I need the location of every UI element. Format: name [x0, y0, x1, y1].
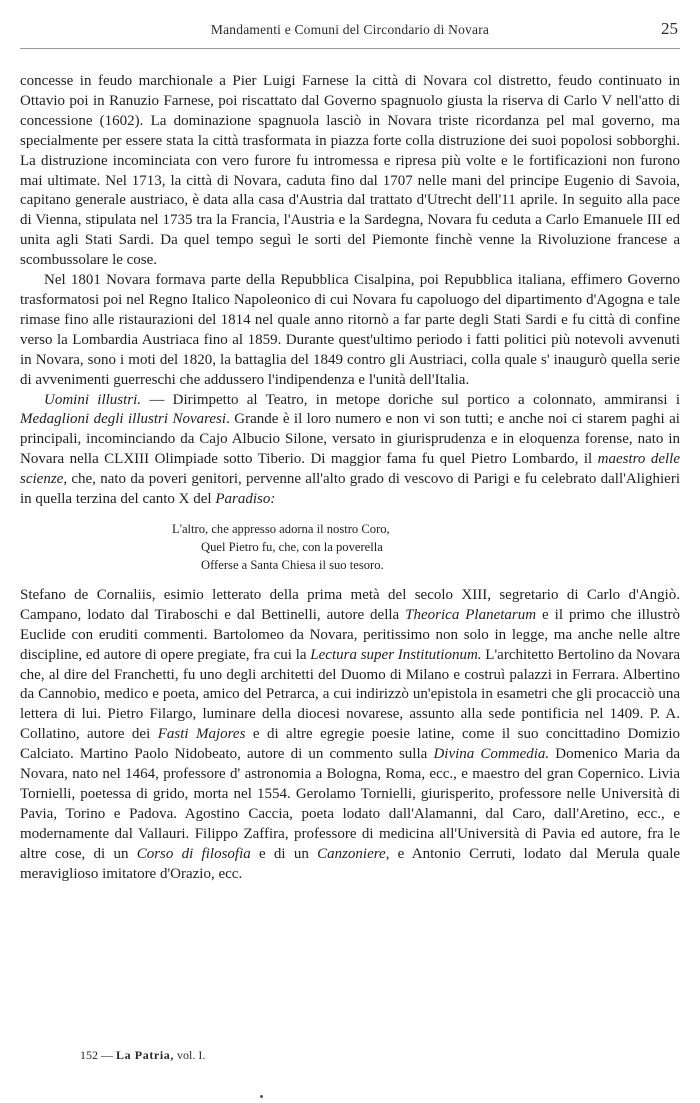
- poem-line: L'altro, che appresso adorna il nostro Coro,: [172, 521, 390, 536]
- page-number: 25: [661, 19, 678, 38]
- paragraph-illustrious-men: Uomini illustri. — Dirimpetto al Teatro, in metope doriche sul portico a colonnato, ammiransi i Medaglioni degli illustri Novaresi. Grande è il loro numero e non vi son tutti; e anche noi ci starem paghi ai principali, incominciando da Cajo Albucio Silone, versato in giurisprudenza e in eloquenza forense, nato in Novara nella CLXIII Olimpiade sotto Tiberio. Di maggior fama fu quel Pietro Lombardo, il maestro delle scienze, che, nato da poveri genitori, pervenne all'alto grado di vescovo di Parigi e fu celebrato dall'Alighieri in quella terzina del canto X del Paradiso:: [20, 391, 680, 508]
- dante-quotation: [20, 520, 680, 574]
- main-text: [20, 72, 680, 885]
- paragraph-history-spanish: concesse in feudo marchionale a Pier Luigi Farnese la città di Novara col distretto, feudo continuato in Ottavio poi in Ranuzio Farnese, poi riscattato dal Governo spagnuolo giusta la riserva di Carlo V nell'atto di concessione (1602). La dominazione spagnuola lasciò in Novara triste ricordanza pel mal governo, ma specialmente per essere stata la città trasformata in piazza forte colla distruzione dei suoi popolosi sobborghi. La distruzione incominciata con vero furore fu intromessa e ripresa più volte e le fortificazioni non furono mai ultimate. Nel 1713, la città di Novara, caduta fino dal 1707 nelle mani del principe Eugenio di Savoia, capitano generale austriaco, è data alla casa d'Austria dal trattato d'Utrecht dell'11 aprile. In seguito alla pace di Vienna, stipulata nel 1735 tra la Francia, l'Austria e la Sardegna, Novara fu ceduta a Carlo Emanuele III ed unita agli Stati Sardi. Da quel tempo seguì le sorti del Piemonte finchè venne la Rivoluzione francese a scombussolare le cose.: [20, 73, 680, 269]
- footer-dash: —: [101, 1048, 113, 1062]
- paragraph-notable-figures: Stefano de Cornaliis, esimio letterato della prima metà del secolo XIII, segretario di Carlo d'Angiò. Campano, lodato dal Tiraboschi e dal Bettinelli, autore della Theorica Planetarum e il primo che illustrò Euclide con eruditi commenti. Bartolomeo da Novara, peritissimo non solo in legge, ma anche nelle altre discipline, ed autore di opere pregiate, fra cui la Lectura super Institutionum. L'architetto Bertolino da Novara che, al dire del Franchetti, fu uno degli architetti del Duomo di Milano e costruì palazzi in Ferrara. Albertino da Cannobio, medico e poeta, amico del Petrarca, a cui indirizzò un'epistola in esametri che gli procacciò una lettera di lui. Pietro Filargo, luminare della diocesi novarese, assunto alla sede pontificia nel 1409. P. A. Collatino, autore dei Fasti Majores e di altre egregie poesie latine, come il suo concittadino Domizio Calciato. Martino Paolo Nidobeato, autore di un commento sulla Divina Commedia. Domenico Maria da Novara, nato nel 1464, professore d' astronomia a Bologna, Roma, ecc., e maestro del gran Copernico. Livia Tornielli, poetessa di grido, morta nel 1554. Gerolamo Tornielli, giurisperito, professore nelle Università di Pavia, Torino e Padova. Agostino Caccia, poeta lodato dall'Alamanni, dal Caro, dall'Aretino, ecc., e modernamente dal Vallauri. Filippo Zaffira, professore di medicina all'Università di Pavia ed autore, fra le altre cose, di un Corso di filosofia e di un Canzoniere, e Antonio Cerruti, lodato dal Merula quale meraviglioso imitatore d'Orazio, ecc.: [20, 586, 681, 882]
- running-header: [20, 18, 680, 44]
- paragraph-history-napoleonic: Nel 1801 Novara formava parte della Repubblica Cisalpina, poi Repubblica italiana, effimero Governo trasformatosi poi nel Regno Italico Napoleonico di cui Novara fu capoluogo del dipartimento d'Agogna e tale rimase fino alle ristaurazioni del 1814 nel quale anno ritornò a far parte degli Stati Sardi e fu città di confine verso la Lombardia Austriaca fino al 1859. Durante quest'ultimo periodo i fatti politici più notevoli avvenuti in Novara, sono i moti del 1820, la battaglia del 1849 contro gli Austriaci, colla quale s' inaugurò quella serie di avvenimenti guerreschi che addussero l'indipendenza e l'unità dell'Italia.: [20, 272, 680, 388]
- header-divider: [20, 48, 680, 49]
- running-header-title: Mandamenti e Comuni del Circondario di Novara: [210, 22, 490, 37]
- poem-line: Quel Pietro fu, che, con la poverella: [201, 539, 383, 554]
- section-heading-uomini-illustri: Uomini illustri.: [44, 391, 142, 408]
- poem-line: Offerse a Santa Chiesa il suo tesoro.: [201, 557, 384, 572]
- volume-label: vol. I.: [177, 1048, 206, 1062]
- publication-title: La Patria,: [116, 1048, 174, 1062]
- print-mark: [260, 1095, 263, 1098]
- signature-footer: [80, 1048, 205, 1063]
- sheet-number: 152: [80, 1048, 98, 1062]
